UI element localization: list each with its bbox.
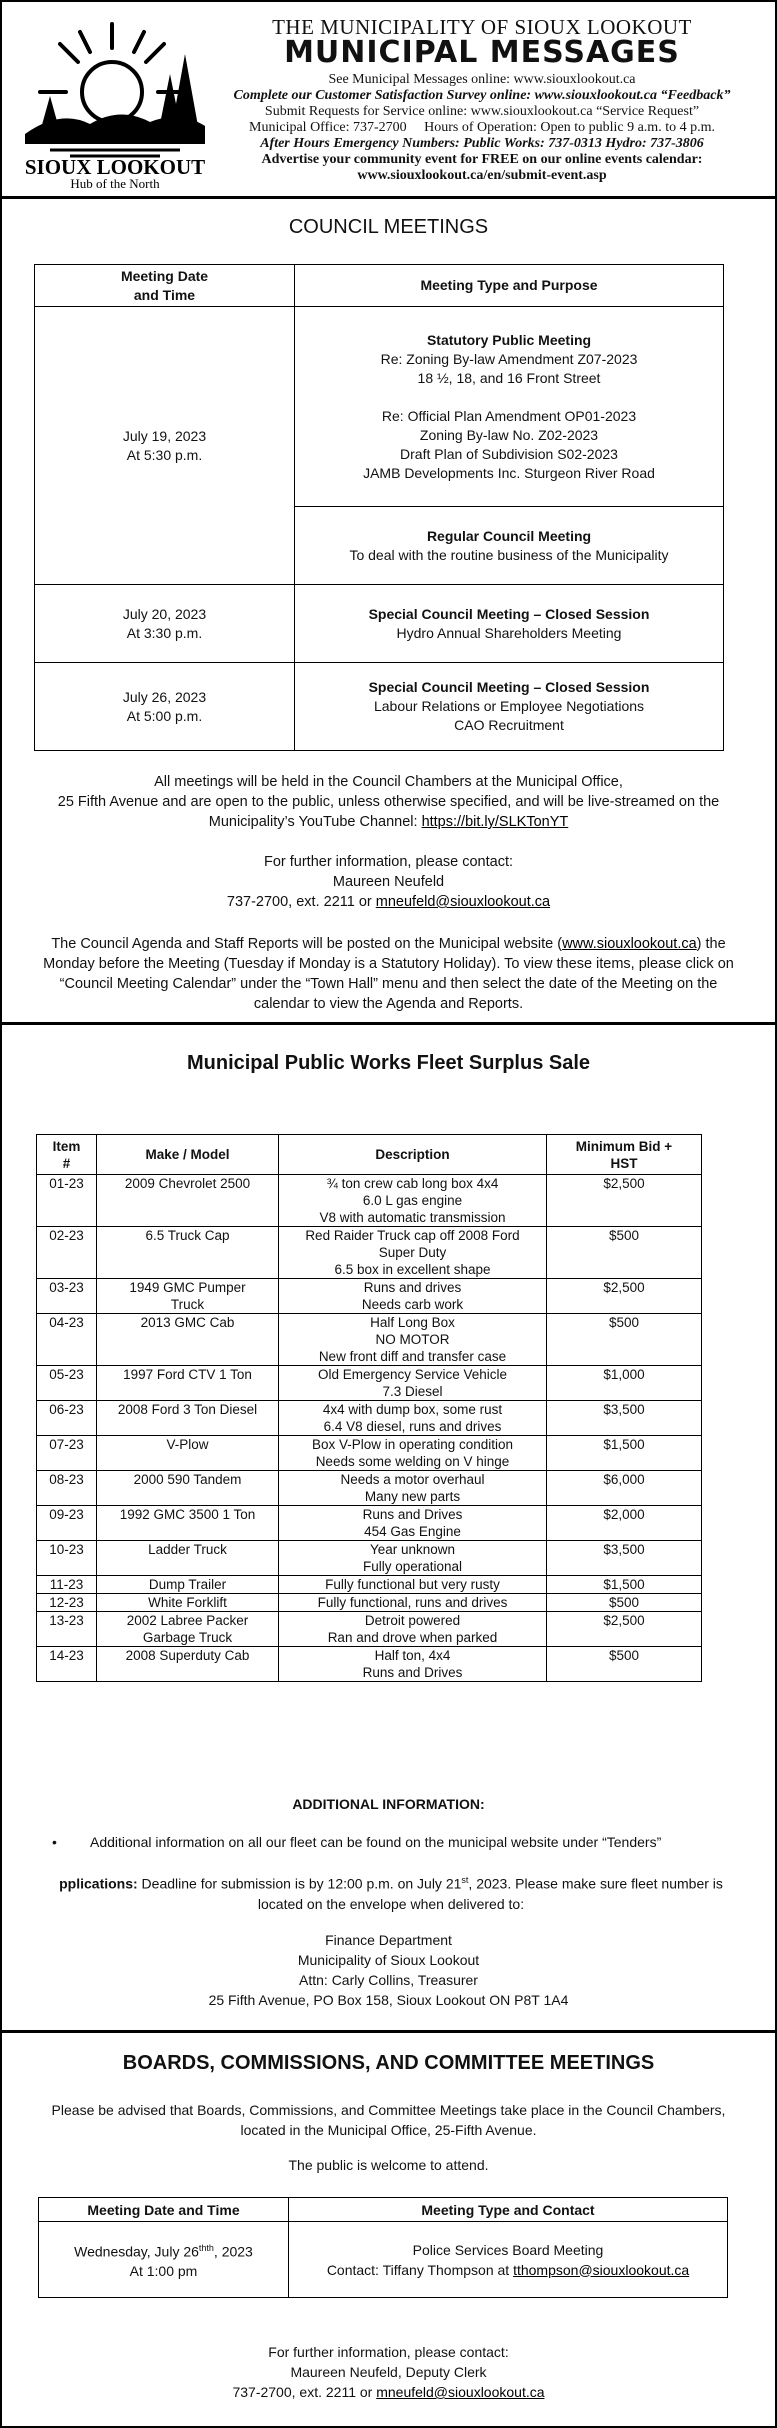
note-sup: st: [461, 1875, 469, 1885]
col-description: Description: [279, 1135, 547, 1175]
meeting-type-cell: [295, 663, 724, 751]
section-divider: [2, 1022, 775, 1025]
council-contact: [22, 852, 755, 912]
item-description: 4x4 with dump box, some rust 6.4 V8 diesel, runs and drives: [279, 1401, 547, 1436]
item-number: 13-23: [37, 1612, 97, 1647]
item-model: Dump Trailer: [97, 1576, 279, 1594]
item-model: Ladder Truck: [97, 1541, 279, 1576]
meeting-time: At 3:30 p.m.: [126, 624, 203, 641]
meeting-detail: 18 ½, 18, and 16 Front Street: [417, 369, 601, 386]
header-line-2: Complete our Customer Satisfaction Survey online: www.siouxlookout.ca “Feedback”: [233, 88, 731, 103]
contact-intro: For further information, please contact:: [268, 2344, 509, 2360]
note-line: All meetings will be held in the Council Chambers at the Municipal Office,: [154, 774, 623, 790]
item-description: Needs a motor overhaul Many new parts: [279, 1471, 547, 1506]
item-min-bid: $3,500: [547, 1401, 702, 1436]
table-row: [37, 1279, 702, 1314]
meeting-detail-spacer: [295, 388, 723, 407]
meeting-time: At 1:00 pm: [129, 2263, 198, 2280]
item-min-bid: $2,500: [547, 1175, 702, 1227]
col-meeting-date: Meeting Date and Time: [39, 2198, 289, 2222]
meeting-date-cell: [35, 585, 295, 663]
item-number: 12-23: [37, 1594, 97, 1612]
item-min-bid: $2,000: [547, 1506, 702, 1541]
item-model: 2009 Chevrolet 2500: [97, 1175, 279, 1227]
meeting-type-cell: [289, 2222, 728, 2298]
header-title-2: MUNICIPAL MESSAGES: [284, 35, 680, 70]
item-number: 08-23: [37, 1471, 97, 1506]
additional-info-bullet: [52, 1832, 752, 1852]
table-row: [37, 1471, 702, 1506]
contact-intro: For further information, please contact:: [263, 854, 514, 870]
council-meetings-title: COUNCIL MEETINGS: [288, 216, 489, 238]
finance-address: [22, 1930, 755, 2010]
note-text: , 2023. Please make sure fleet number is: [468, 1875, 723, 1892]
item-min-bid: $500: [547, 1594, 702, 1612]
logo-text-main: SIOUX LOOKOUT: [24, 155, 206, 179]
meeting-date-cell: [35, 307, 295, 585]
bullet-text: Additional information on all our fleet can be found on the municipal website under “Tenders”: [90, 1834, 662, 1850]
item-number: 02-23: [37, 1227, 97, 1279]
meeting-date-cell: [35, 663, 295, 751]
note-text: The Council Agenda and Staff Reports will be posted on the Municipal website (: [51, 936, 563, 952]
fleet-table-body: [37, 1175, 702, 1682]
meeting-date: [39, 2238, 288, 2262]
item-description: Fully functional but very rusty: [279, 1576, 547, 1594]
table-row: [35, 663, 724, 751]
header-line-7[interactable]: www.siouxlookout.ca/en/submit-event.asp: [357, 168, 607, 183]
col-min-bid: Minimum Bid + HST: [547, 1135, 702, 1175]
meeting-detail: Labour Relations or Employee Negotiations: [373, 698, 645, 714]
note-line: 25 Fifth Avenue and are open to the public, unless otherwise specified, and will be live-streamed on the: [57, 794, 720, 810]
sioux-lookout-logo: [20, 14, 210, 189]
table-row: [37, 1401, 702, 1436]
meeting-date: July 19, 2023: [122, 427, 207, 444]
header-text-block: [202, 16, 762, 184]
contact-email-link[interactable]: tthompson@siouxlookout.ca: [513, 2261, 690, 2278]
contact-phone: 737-2700, ext. 2211 or: [226, 894, 376, 910]
table-row: [37, 1436, 702, 1471]
section-divider: [2, 2030, 775, 2033]
meeting-detail: Hydro Annual Shareholders Meeting: [396, 624, 622, 641]
address-line: 25 Fifth Avenue, PO Box 158, Sioux Lookout ON P8T 1A4: [208, 1992, 569, 2008]
item-model: 1997 Ford CTV 1 Ton: [97, 1366, 279, 1401]
item-description: Runs and Drives 454 Gas Engine: [279, 1506, 547, 1541]
meeting-contact: [289, 2260, 727, 2280]
item-min-bid: $1,500: [547, 1576, 702, 1594]
table-row: [37, 1647, 702, 1682]
meeting-date: July 26, 2023: [122, 688, 207, 705]
item-model: 2002 Labree Packer Garbage Truck: [97, 1612, 279, 1647]
table-row: [37, 1576, 702, 1594]
contact-line: [22, 2382, 755, 2402]
meeting-type-title: Statutory Public Meeting: [426, 331, 592, 348]
additional-info-title: ADDITIONAL INFORMATION:: [292, 1796, 485, 1812]
item-model: V-Plow: [97, 1436, 279, 1471]
council-meetings-table: [34, 264, 724, 751]
item-model: 2013 GMC Cab: [97, 1314, 279, 1366]
bullet-icon: •: [52, 1834, 57, 1850]
website-link[interactable]: www.siouxlookout.ca: [562, 936, 697, 952]
intro-line: located in the Municipal Office, 25-Fifth Avenue.: [240, 2122, 537, 2138]
item-model: 2000 590 Tandem: [97, 1471, 279, 1506]
note-text: ) the: [696, 936, 726, 952]
contact-name: Maureen Neufeld, Deputy Clerk: [290, 2364, 487, 2380]
item-min-bid: $1,500: [547, 1436, 702, 1471]
note-line: [26, 1870, 756, 1894]
note-text: Municipality’s YouTube Channel:: [208, 814, 422, 830]
address-line: Attn: Carly Collins, Treasurer: [299, 1972, 478, 1988]
boards-intro: [22, 2100, 755, 2140]
table-row: [37, 1227, 702, 1279]
table-row: [37, 1314, 702, 1366]
col-model: Make / Model: [97, 1135, 279, 1175]
meeting-detail: JAMB Developments Inc. Sturgeon River Road: [363, 464, 655, 481]
address-line: Municipality of Sioux Lookout: [297, 1952, 480, 1968]
item-model: White Forklift: [97, 1594, 279, 1612]
header-line-6: Advertise your community event for FREE on our online events calendar:: [261, 152, 703, 167]
table-row: [37, 1366, 702, 1401]
meeting-type-title: Special Council Meeting – Closed Session: [368, 679, 650, 695]
item-min-bid: $1,000: [547, 1366, 702, 1401]
header-line-1: See Municipal Messages online: www.siouxlookout.ca: [328, 72, 636, 87]
header-line-3: Submit Requests for Service online: www.siouxlookout.ca “Service Request”: [264, 104, 700, 119]
item-model: 6.5 Truck Cap: [97, 1227, 279, 1279]
boards-title: BOARDS, COMMISSIONS, AND COMMITTEE MEETINGS: [122, 2052, 655, 2074]
item-description: Year unknown Fully operational: [279, 1541, 547, 1576]
item-number: 04-23: [37, 1314, 97, 1366]
logo-text-sub: Hub of the North: [70, 176, 160, 189]
meeting-time: At 5:30 p.m.: [126, 446, 203, 463]
note-line: Monday before the Meeting (Tuesday if Monday is a Statutory Holiday). To view these items, please click on: [43, 956, 734, 972]
table-header-row: [35, 265, 724, 307]
applications-label: pplications:: [59, 1875, 138, 1892]
table-row: [37, 1506, 702, 1541]
contact-email-link[interactable]: mneufeld@siouxlookout.ca: [375, 894, 551, 910]
item-number: 06-23: [37, 1401, 97, 1436]
meeting-type-title: Police Services Board Meeting: [412, 2241, 604, 2258]
item-description: Detroit powered Ran and drove when parked: [279, 1612, 547, 1647]
boards-contact: [22, 2342, 755, 2402]
date-sup: thth: [198, 2242, 214, 2253]
table-row: [35, 307, 724, 507]
fleet-title: Municipal Public Works Fleet Surplus Sale: [186, 1052, 591, 1074]
item-min-bid: $2,500: [547, 1279, 702, 1314]
col-meeting-type: Meeting Type and Contact: [289, 2198, 728, 2222]
item-description: Box V-Plow in operating condition Needs some welding on V hinge: [279, 1436, 547, 1471]
meeting-time: At 5:00 p.m.: [126, 707, 203, 724]
note-line: [22, 934, 755, 954]
applications-note: [26, 1870, 756, 1914]
table-row: [37, 1541, 702, 1576]
table-row: [35, 585, 724, 663]
item-min-bid: $500: [547, 1647, 702, 1682]
meeting-detail: Re: Official Plan Amendment OP01-2023: [381, 407, 637, 424]
note-text: Deadline for submission is by 12:00 p.m. on July 21: [137, 1875, 462, 1892]
meeting-type-cell: [295, 507, 724, 585]
table-row: [37, 1175, 702, 1227]
council-location-note: [22, 772, 755, 832]
youtube-link[interactable]: https://bit.ly/SLKTonYT: [421, 814, 569, 830]
col-meeting-type: Meeting Type and Purpose: [295, 265, 724, 307]
item-description: Old Emergency Service Vehicle 7.3 Diesel: [279, 1366, 547, 1401]
table-row: [37, 1594, 702, 1612]
header-line-5: After Hours Emergency Numbers: Public Works: 737-0313 Hydro: 737-3806: [260, 136, 704, 151]
note-line: located on the envelope when delivered to:: [257, 1895, 525, 1912]
item-description: Runs and drives Needs carb work: [279, 1279, 547, 1314]
header: [2, 2, 775, 199]
contact-email-link[interactable]: mneufeld@siouxlookout.ca: [376, 2384, 545, 2400]
item-number: 11-23: [37, 1576, 97, 1594]
intro-line: Please be advised that Boards, Commissions, and Committee Meetings take place in the Council Chambers,: [51, 2102, 726, 2118]
address-line: Finance Department: [325, 1932, 452, 1948]
meeting-date-cell: [39, 2222, 289, 2298]
contact-name: Maureen Neufeld: [332, 874, 445, 890]
agenda-note: [22, 934, 755, 1014]
meeting-type-title: Special Council Meeting – Closed Session: [368, 605, 650, 622]
item-description: ¾ ton crew cab long box 4x4 6.0 L gas engine V8 with automatic transmission: [279, 1175, 547, 1227]
meeting-type-cell: [295, 307, 724, 507]
item-number: 14-23: [37, 1647, 97, 1682]
meeting-type-title: Regular Council Meeting: [426, 527, 592, 544]
item-min-bid: $2,500: [547, 1612, 702, 1647]
item-number: 03-23: [37, 1279, 97, 1314]
meeting-detail: Zoning By-law No. Z02-2023: [419, 426, 599, 443]
meeting-detail: To deal with the routine business of the Municipality: [349, 546, 669, 563]
header-line-4: Municipal Office: 737-2700 Hours of Operation: Open to public 9 a.m. to 4 p.m.: [249, 120, 715, 135]
boards-table: [38, 2197, 728, 2298]
contact-line: [22, 892, 755, 912]
item-min-bid: $6,000: [547, 1471, 702, 1506]
item-number: 01-23: [37, 1175, 97, 1227]
item-description: Half Long Box NO MOTOR New front diff and transfer case: [279, 1314, 547, 1366]
item-model: 1949 GMC Pumper Truck: [97, 1279, 279, 1314]
col-meeting-date: Meeting Date and Time: [35, 265, 295, 307]
table-row: [39, 2222, 728, 2298]
note-line: “Council Meeting Calendar” under the “Town Hall” menu and then select the date of the Meeting on the: [59, 976, 718, 992]
contact-phone: 737-2700, ext. 2211 or: [232, 2384, 377, 2400]
meeting-date: July 20, 2023: [122, 605, 207, 622]
date-text: Wednesday, July 26: [74, 2243, 199, 2260]
item-number: 10-23: [37, 1541, 97, 1576]
fleet-table: [36, 1134, 702, 1682]
table-header-row: [39, 2198, 728, 2222]
table-row: [37, 1612, 702, 1647]
header-title-1: THE MUNICIPALITY OF SIOUX LOOKOUT: [272, 15, 692, 39]
item-number: 07-23: [37, 1436, 97, 1471]
note-line: calendar to view the Agenda and Reports.: [253, 996, 524, 1012]
item-min-bid: $500: [547, 1227, 702, 1279]
table-header-row: [37, 1135, 702, 1175]
meeting-detail: CAO Recruitment: [454, 717, 564, 733]
item-min-bid: $3,500: [547, 1541, 702, 1576]
date-text: , 2023: [213, 2243, 253, 2260]
fleet-section: [2, 1052, 775, 1075]
meeting-type-cell: [295, 585, 724, 663]
item-number: 05-23: [37, 1366, 97, 1401]
item-description: Half ton, 4x4 Runs and Drives: [279, 1647, 547, 1682]
boards-section: [2, 2052, 775, 2075]
item-description: Red Raider Truck cap off 2008 Ford Super Duty 6.5 box in excellent shape: [279, 1227, 547, 1279]
item-description: Fully functional, runs and drives: [279, 1594, 547, 1612]
item-model: 2008 Superduty Cab: [97, 1647, 279, 1682]
item-model: 1992 GMC 3500 1 Ton: [97, 1506, 279, 1541]
meeting-detail: Re: Zoning By-law Amendment Z07-2023: [380, 350, 638, 367]
council-meetings-section: [2, 216, 775, 239]
note-line: [22, 812, 755, 832]
contact-text: Contact: Tiffany Thompson at: [326, 2261, 514, 2278]
boards-public-note: The public is welcome to attend.: [288, 2157, 489, 2173]
col-item: Item #: [37, 1135, 97, 1175]
meeting-detail: Draft Plan of Subdivision S02-2023: [400, 445, 618, 462]
item-min-bid: $500: [547, 1314, 702, 1366]
item-model: 2008 Ford 3 Ton Diesel: [97, 1401, 279, 1436]
item-number: 09-23: [37, 1506, 97, 1541]
